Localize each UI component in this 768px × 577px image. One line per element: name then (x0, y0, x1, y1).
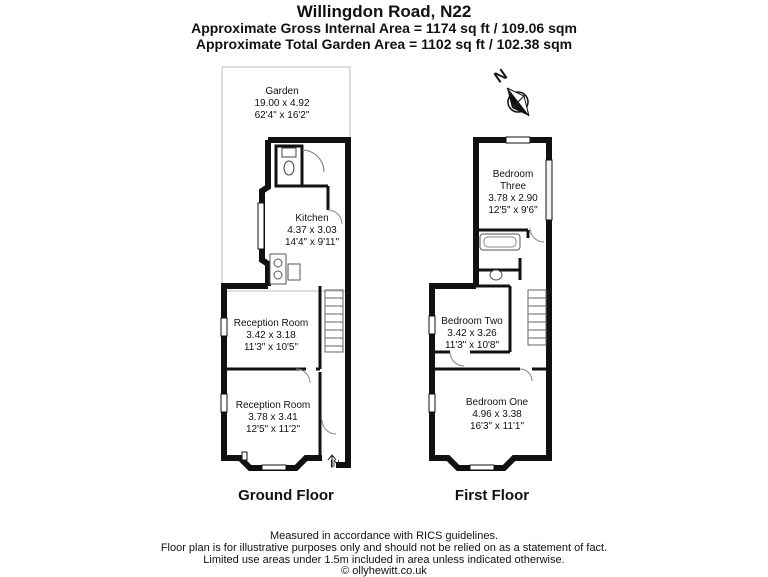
property-title: Willingdon Road, N22 (296, 2, 472, 21)
room-garden-imperial: 62'4" x 16'2" (254, 110, 310, 121)
compass-north-icon (491, 66, 529, 116)
ground-floor-plan (221, 67, 350, 504)
room-reception-front-name: Reception Room (235, 400, 311, 411)
first-stairs (528, 290, 546, 345)
room-bedroom-one-imperial: 16'3" x 11'1" (469, 421, 525, 432)
room-garden-name: Garden (265, 86, 299, 97)
first-floor-plan (429, 137, 552, 504)
room-bedroom-three-name1: Bedroom (492, 169, 534, 180)
room-kitchen-imperial: 14'4" x 9'11" (284, 237, 340, 248)
garden-area: Approximate Total Garden Area = 1102 sq ft / 102.38 sqm (195, 36, 573, 52)
room-reception-rear-metric: 3.42 x 3.18 (246, 330, 296, 341)
room-bedroom-three-metric: 3.78 x 2.90 (488, 193, 538, 204)
room-bedroom-two-metric: 3.42 x 3.26 (447, 328, 497, 339)
footer-copyright: © ollyhewitt.co.uk (341, 565, 427, 577)
room-reception-front-imperial: 12'5" x 11'2" (245, 424, 301, 435)
footer-limited-use: Limited use areas under 1.5m included in area unless indicated otherwise. (203, 554, 565, 566)
entrance-label: IN (330, 459, 340, 470)
reception-walls (224, 286, 348, 468)
footer-disclaimer: Floor plan is for illustrative purposes only and should not be relied on as a statement of fact. (160, 542, 608, 554)
room-kitchen-name: Kitchen (295, 213, 329, 224)
room-bedroom-three-name2: Three (499, 181, 527, 192)
room-bedroom-one-name: Bedroom One (465, 397, 529, 408)
first-floor-label: First Floor (454, 487, 530, 504)
room-bedroom-one-metric: 4.96 x 3.38 (472, 409, 522, 420)
room-bedroom-two-imperial: 11'3" x 10'8" (444, 340, 500, 351)
room-reception-front-metric: 3.78 x 3.41 (248, 412, 298, 423)
first-door-swings (450, 228, 544, 381)
room-bedroom-two-name: Bedroom Two (441, 316, 503, 327)
footer-rics: Measured in accordance with RICS guidelines. (269, 530, 499, 542)
room-bedroom-three-imperial: 12'5" x 9'6" (488, 205, 538, 216)
ground-stairs (325, 290, 343, 352)
room-garden-metric: 19.00 x 4.92 (254, 98, 310, 109)
room-reception-rear-name: Reception Room (233, 318, 309, 329)
ground-floor-label: Ground Floor (238, 487, 334, 504)
room-kitchen-metric: 4.37 x 3.03 (287, 225, 337, 236)
gross-internal-area: Approximate Gross Internal Area = 1174 sq ft / 109.06 sqm (191, 20, 577, 36)
room-reception-rear-imperial: 11'3" x 10'5" (243, 342, 299, 353)
compass-letter: N (491, 66, 511, 87)
bathroom-fixtures (480, 234, 520, 280)
kitchen-window (258, 203, 264, 249)
